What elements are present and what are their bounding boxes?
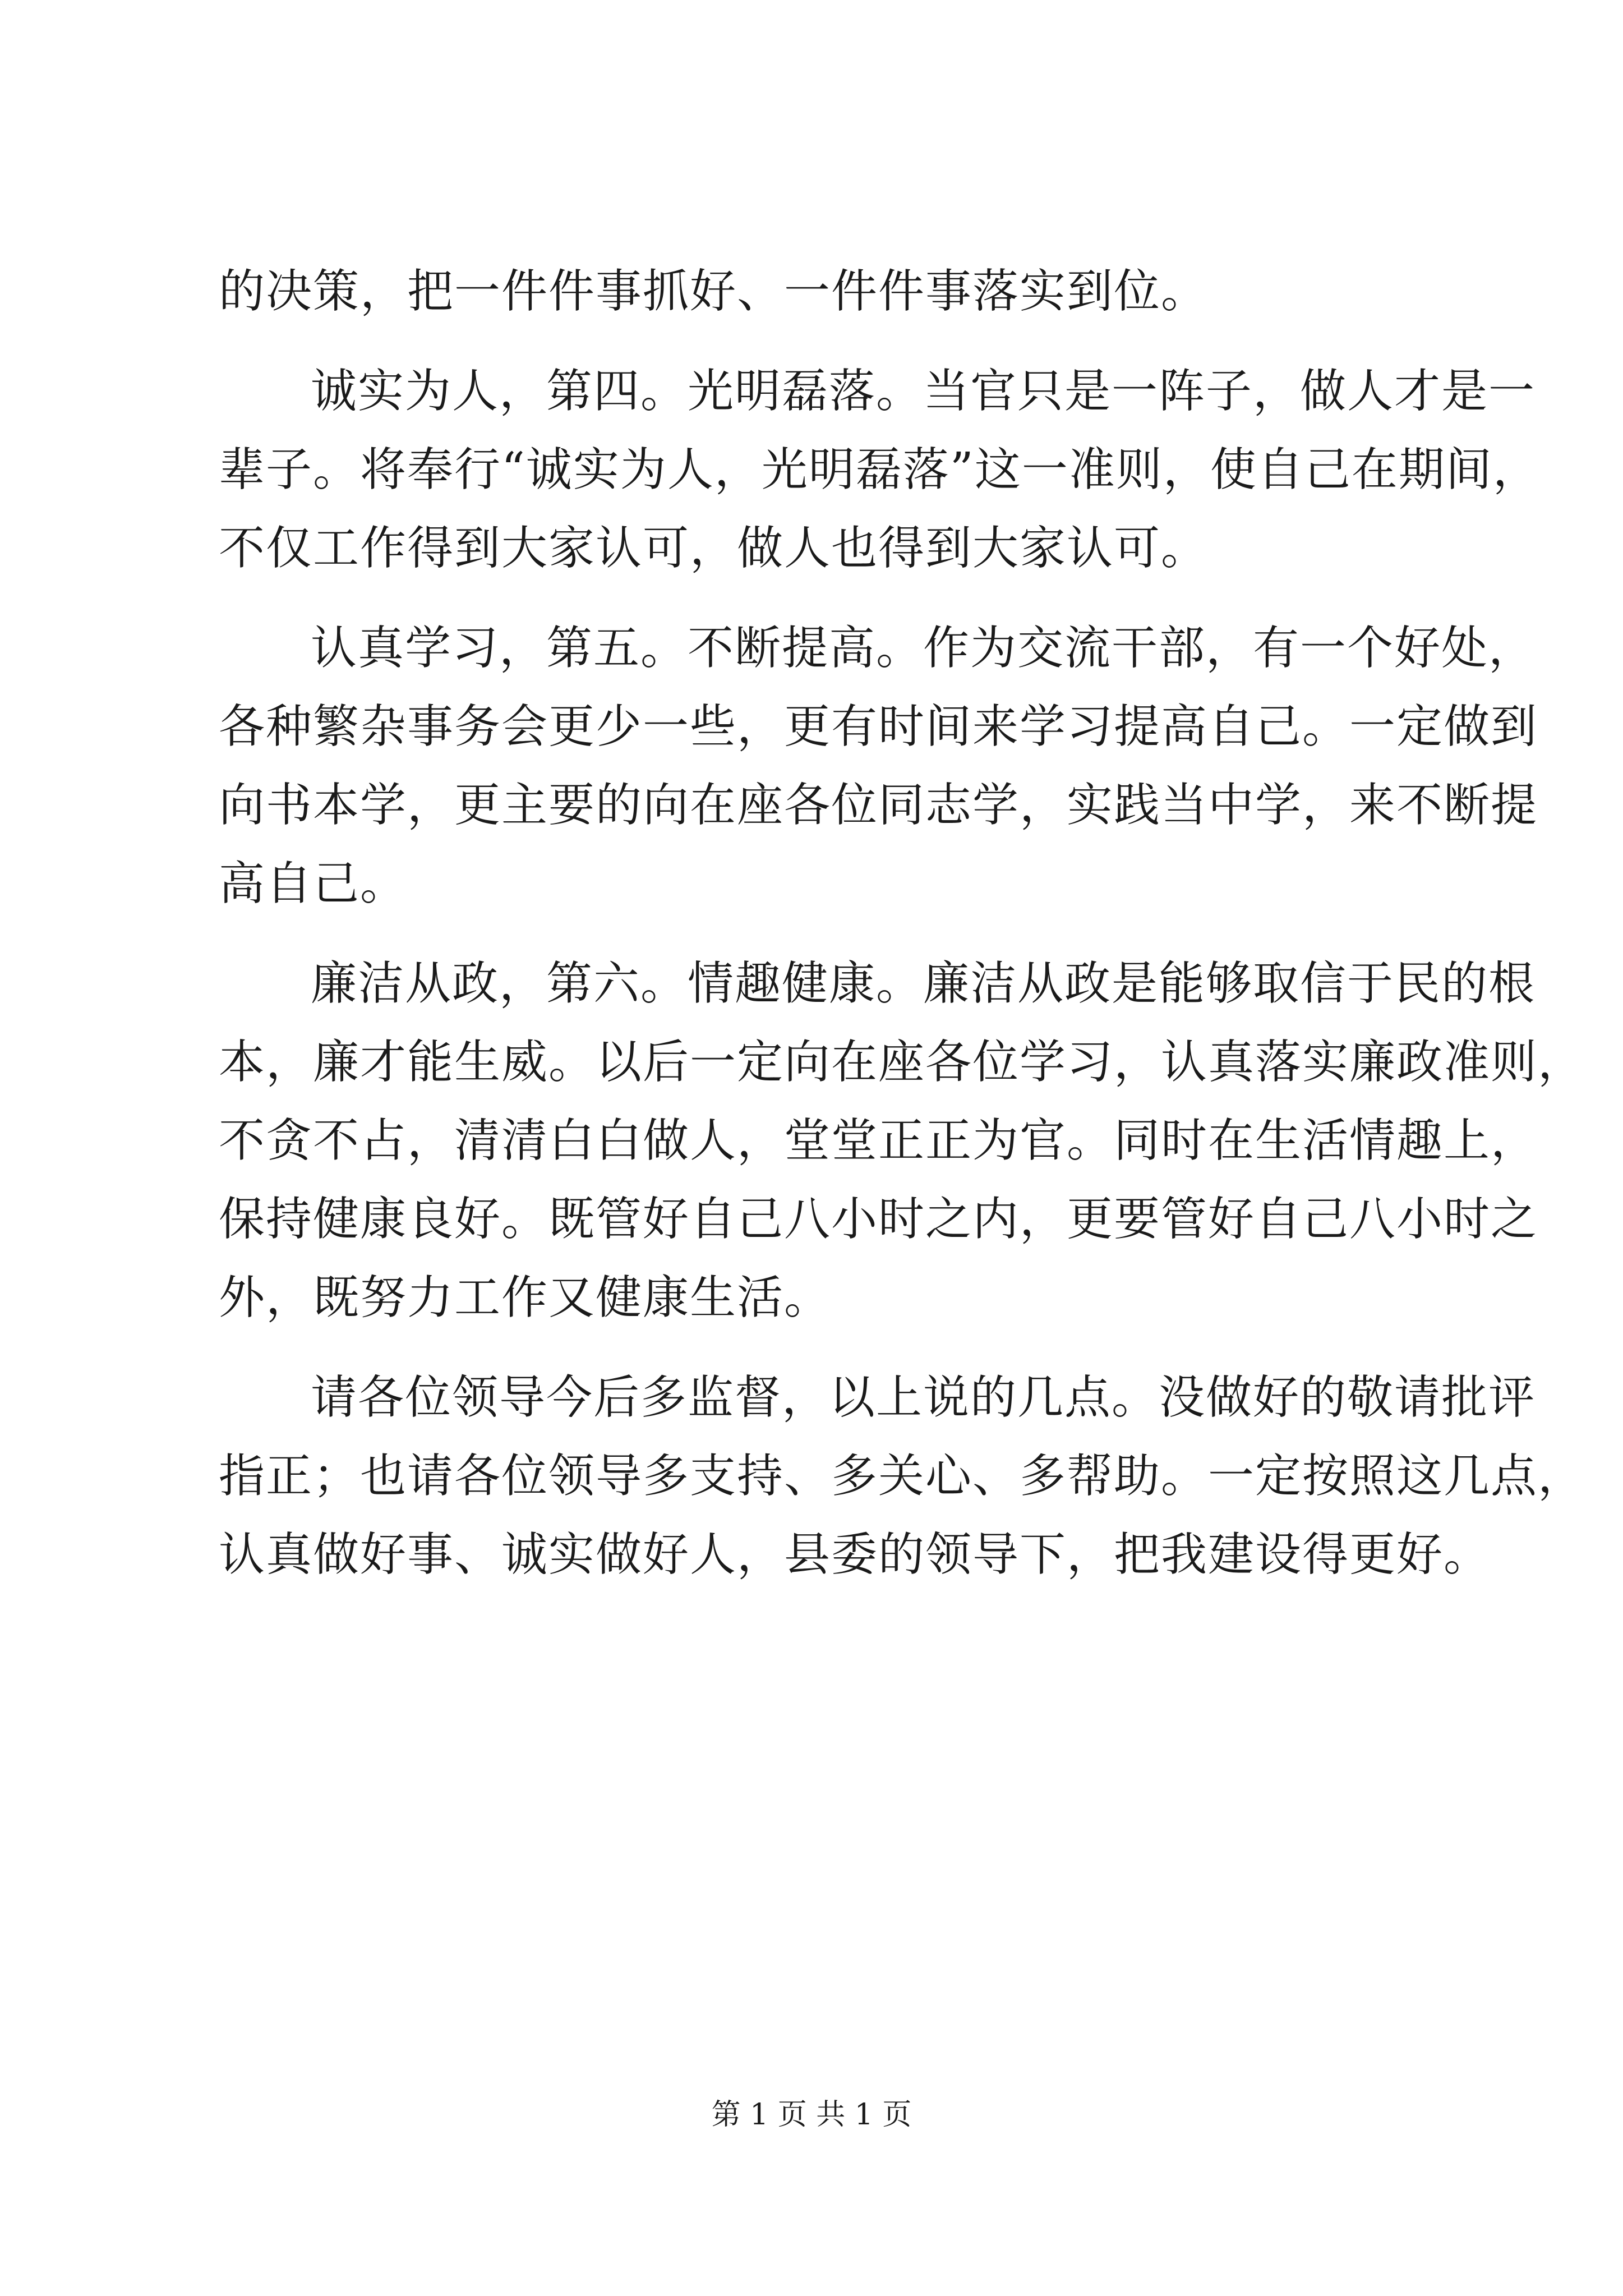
text-line: 辈子。将奉行“诚实为人，光明磊落”这一准则，使自己在期间， bbox=[219, 443, 1540, 496]
text-line: 本，廉才能生威。以后一定向在座各位学习，认真落实廉政准则， bbox=[219, 1036, 1585, 1089]
text-line: 指正；也请各位领导多支持、多关心、多帮助。一定按照这几点， bbox=[219, 1450, 1585, 1503]
text-line: 认真做好事、诚实做好人，县委的领导下，把我建设得更好。 bbox=[219, 1528, 1491, 1581]
text-line: 保持健康良好。既管好自己八小时之内，更要管好自己八小时之 bbox=[219, 1193, 1538, 1246]
text-line: 各种繁杂事务会更少一些，更有时间来学习提高自己。一定做到 bbox=[219, 700, 1538, 753]
document-body bbox=[219, 252, 1585, 1594]
paragraph-first-line: 认真学习，第五。不断提高。作为交流干部，有一个好处， bbox=[311, 622, 1536, 675]
text-line: 不贪不占，清清白白做人，堂堂正正为官。同时在生活情趣上， bbox=[219, 1114, 1538, 1167]
text-line: 不仅工作得到大家认可，做人也得到大家认可。 bbox=[219, 522, 1209, 575]
text-line: 的决策，把一件件事抓好、一件件事落实到位。 bbox=[219, 265, 1209, 318]
text-line: 向书本学，更主要的向在座各位同志学，实践当中学，来不断提 bbox=[219, 779, 1538, 832]
text-line: 高自己。 bbox=[219, 857, 408, 910]
text-line: 外，既努力工作又健康生活。 bbox=[219, 1271, 832, 1324]
page-number-footer: 第 1 页 共 1 页 bbox=[711, 2098, 912, 2132]
paragraph-first-line: 请各位领导今后多监督，以上说的几点。没做好的敬请批评 bbox=[311, 1371, 1536, 1424]
paragraph-first-line: 廉洁从政，第六。情趣健康。廉洁从政是能够取信于民的根 bbox=[311, 957, 1536, 1010]
paragraph-first-line: 诚实为人，第四。光明磊落。当官只是一阵子，做人才是一 bbox=[311, 365, 1536, 418]
